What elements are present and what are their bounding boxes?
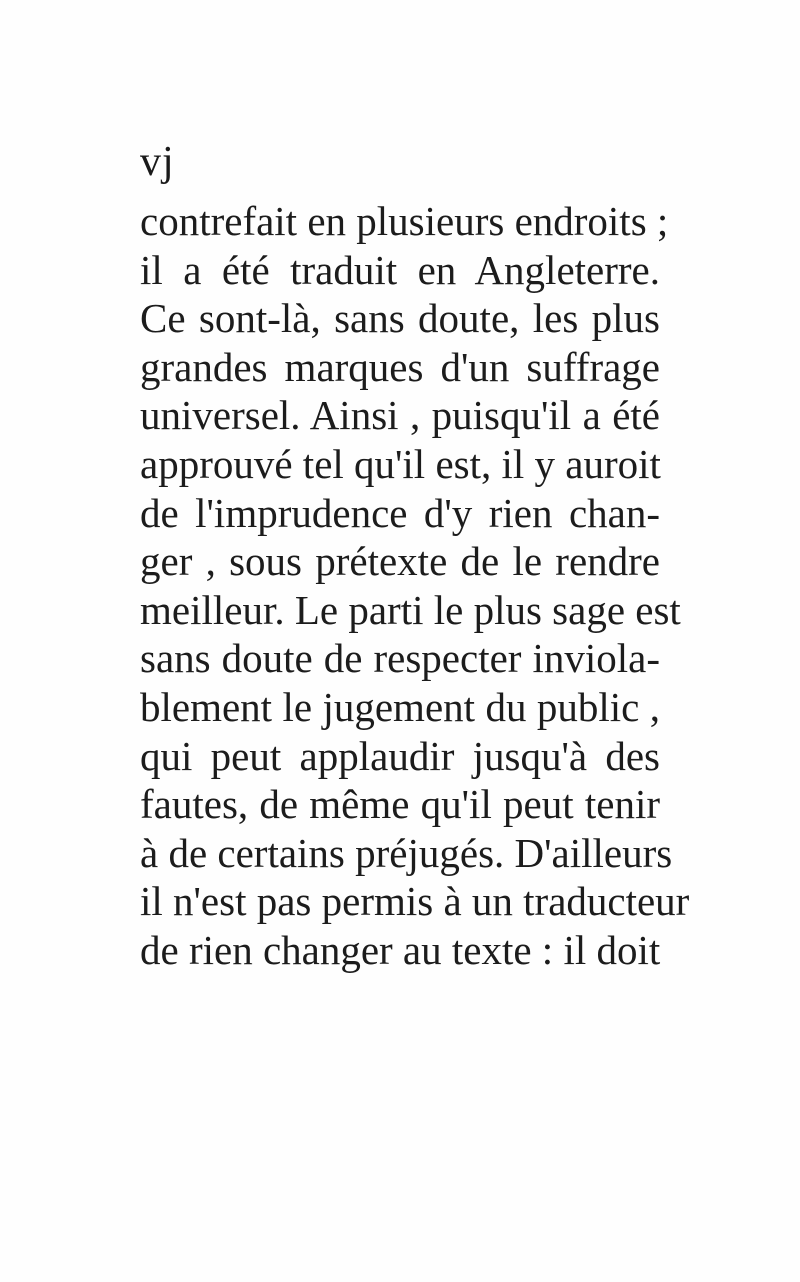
- text-line: meilleur. Le parti le plus sage est: [140, 586, 681, 633]
- text-line: il a été traduit en Angleterre.: [140, 246, 660, 293]
- text-line: qui peut applaudir jusqu'à des: [140, 732, 660, 779]
- text-line: il n'est pas permis à un traducteur: [140, 878, 690, 925]
- text-line: Ce sont-là, sans doute, les plus: [140, 295, 660, 342]
- text-line: sans doute de respecter inviola-: [140, 635, 660, 682]
- text-line: ger , sous prétexte de le rendre: [140, 538, 660, 585]
- text-line: universel. Ainsi , puisqu'il a été: [140, 392, 660, 439]
- page-number: vj: [140, 139, 175, 185]
- text-line: contrefait en plusieurs endroits ;: [140, 198, 669, 244]
- body-text: [140, 197, 690, 975]
- text-line: approuvé tel qu'il est, il y auroit: [140, 440, 661, 487]
- text-line: à de certains préjugés. D'ailleurs: [140, 829, 673, 876]
- text-line: fautes, de même qu'il peut tenir: [140, 781, 660, 828]
- text-line: grandes marques d'un suffrage: [140, 343, 660, 390]
- text-line: de rien changer au texte : il doit: [140, 926, 661, 973]
- text-line: de l'imprudence d'y rien chan-: [140, 489, 660, 536]
- text-line: blement le jugement du public ,: [140, 683, 660, 730]
